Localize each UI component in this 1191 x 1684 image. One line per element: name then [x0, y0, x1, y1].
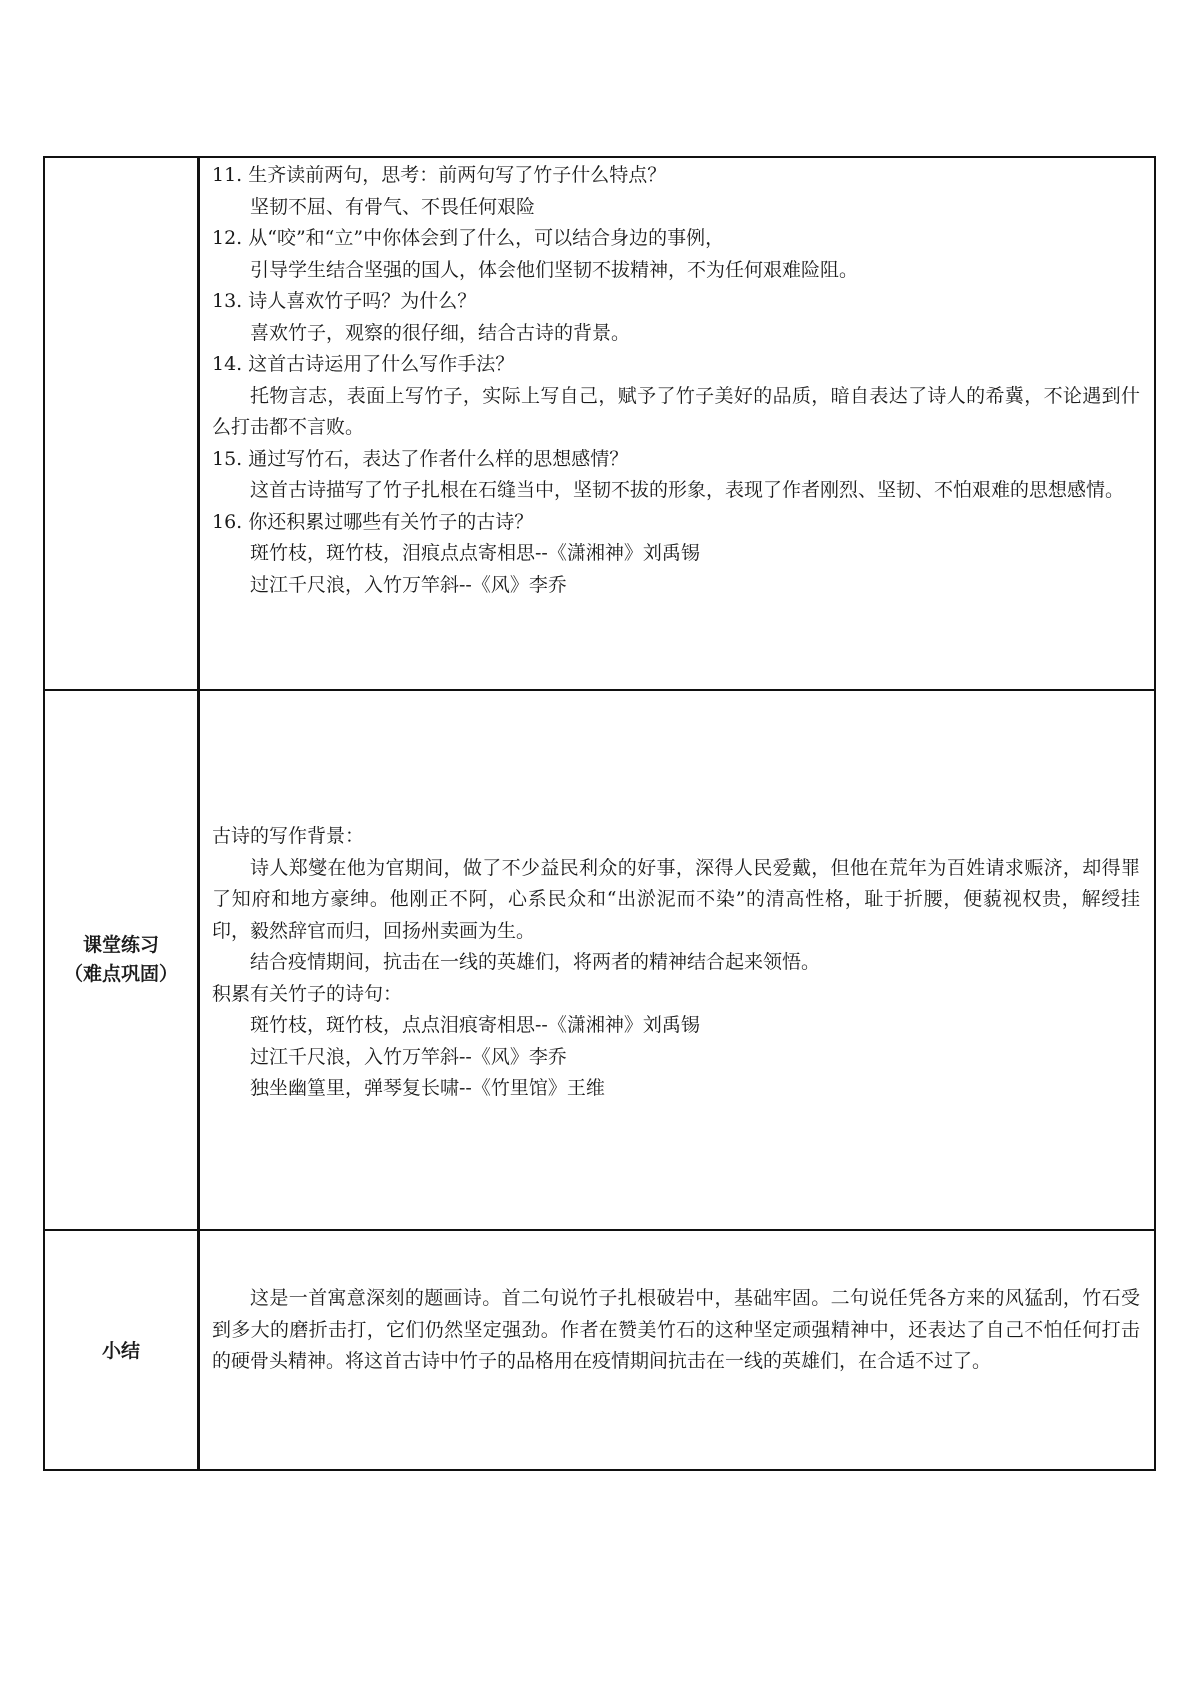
answer-13: 喜欢竹子，观察的很仔细，结合古诗的背景。	[250, 321, 631, 344]
background-title: 古诗的写作背景：	[212, 825, 365, 847]
summary-paragraph: 这是一首寓意深刻的题画诗。首二句说竹子扎根破岩中，基础牢固。二句说任凭各方来的风猛刮，竹石受到多大的磨折击打，它们仍然坚定强劲。作者在赞美竹石的这种坚定顽强精神中，还表达了自己不怕任何打击的硬骨头精神。将这首古诗中竹子的品格用在疫情期间抗击在一线的英雄们，在合适不过了。	[212, 1287, 1140, 1372]
questions-content-cell	[200, 158, 1154, 689]
collect-title: 积累有关竹子的诗句：	[212, 982, 403, 1005]
practice-label-line1: 课堂练习	[82, 934, 159, 956]
poem-line-1: 斑竹枝，斑竹枝，点点泪痕寄相思--《潇湘神》刘禹锡	[250, 1014, 700, 1036]
combine-paragraph: 结合疫情期间，抗击在一线的英雄们，将两者的精神结合起来领悟。	[250, 951, 821, 973]
poem-line-3: 独坐幽篁里，弹琴复长啸--《竹里馆》王维	[250, 1077, 605, 1099]
answer-14: 托物言志，表面上写竹子，实际上写自己，赋予了竹子美好的品质，暗自表达了诗人的希冀，不论遇到什么打击都不言败。	[212, 384, 1140, 438]
summary-content-cell	[200, 1231, 1154, 1471]
practice-content-cell	[200, 691, 1154, 1229]
summary-label: 小结	[101, 1339, 140, 1362]
question-16: 16. 你还积累过哪些有关竹子的古诗？	[212, 510, 534, 533]
answer-12: 引导学生结合坚强的国人，体会他们坚韧不拔精神，不为任何艰难险阻。	[250, 258, 859, 281]
table-row-questions	[45, 158, 1154, 691]
practice-label-line2: （难点巩固）	[63, 963, 178, 985]
answer-16-poem-2: 过江千尺浪，入竹万竿斜--《风》李乔	[250, 573, 567, 596]
table-row-summary	[45, 1231, 1154, 1471]
answer-11: 坚韧不屈、有骨气、不畏任何艰险	[250, 195, 536, 218]
question-12: 12. 从“咬”和“立”中你体会到了什么，可以结合身边的事例，	[212, 227, 725, 249]
table-row-practice	[45, 691, 1154, 1231]
lesson-plan-table	[43, 156, 1156, 1471]
question-13: 13. 诗人喜欢竹子吗？为什么？	[212, 290, 477, 312]
summary-label-cell	[45, 1231, 200, 1471]
question-11: 11. 生齐读前两句，思考：前两句写了竹子什么特点？	[212, 164, 667, 186]
question-14: 14. 这首古诗运用了什么写作手法？	[212, 353, 515, 375]
answer-16-poem-1: 斑竹枝，斑竹枝，泪痕点点寄相思--《潇湘神》刘禹锡	[250, 542, 700, 564]
answer-15: 这首古诗描写了竹子扎根在石缝当中，坚韧不拔的形象，表现了作者刚烈、坚韧、不怕艰难的思想感情。	[250, 479, 1125, 501]
practice-label-cell	[45, 691, 200, 1229]
row-label-cell	[45, 158, 200, 689]
poem-line-2: 过江千尺浪，入竹万竿斜--《风》李乔	[250, 1045, 567, 1068]
question-15: 15. 通过写竹石，表达了作者什么样的思想感情？	[212, 447, 629, 470]
background-paragraph: 诗人郑燮在他为官期间，做了不少益民利众的好事，深得人民爱戴，但他在荒年为百姓请求赈济，却得罪了知府和地方豪绅。他刚正不阿，心系民众和“出淤泥而不染”的清高性格，耻于折腰，便藐视权贵，解绶挂印，毅然辞官而归，回扬州卖画为生。	[212, 856, 1140, 942]
